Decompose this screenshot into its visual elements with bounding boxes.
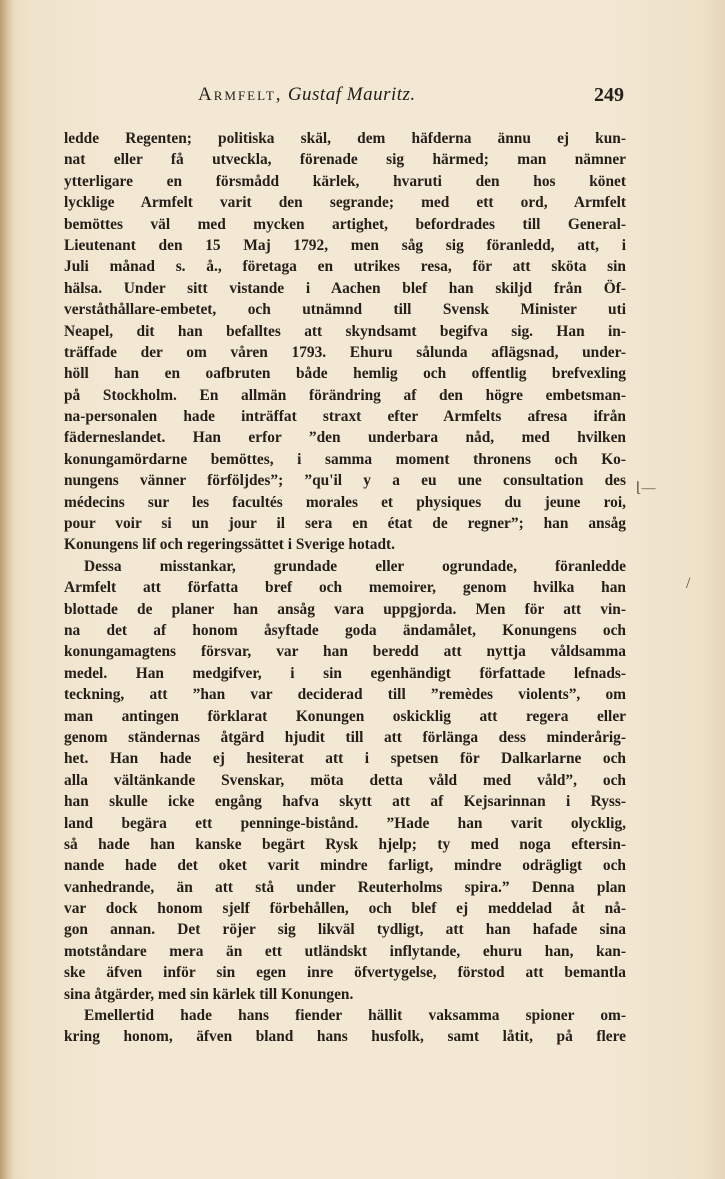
text-line: konungamördarne bemöttes, i samma moment thronens och Ko- <box>64 450 626 468</box>
running-header <box>198 84 624 114</box>
text-line: teckning, att ”han var deciderad till ”remèdes violents”, om <box>64 686 626 704</box>
running-title <box>198 84 416 106</box>
text-line: nande hade det oket varit mindre farligt, mindre odrägligt och <box>64 857 626 875</box>
running-title-given-name: Gustaf Mauritz. <box>287 84 416 105</box>
text-line: Lieutenant den 15 Maj 1792, men såg sig föranledd, att, i <box>64 236 626 254</box>
text-line: médecins sur les facultés morales et physiques du jeune roi, <box>64 493 626 511</box>
text-line: nat eller få utveckla, förenade sig härmed; man nämner <box>64 151 626 169</box>
text-line: ske äfven inför sin egen inre öfvertygelse, förstod att bemantla <box>64 964 626 982</box>
text-line: höll han en oafbruten både hemlig och offentlig brefvexling <box>64 365 626 383</box>
text-line: na det af honom åsyftade goda ändamålet, Konungens och <box>64 621 626 639</box>
text-line: Neapel, dit han befalltes att skyndsamt begifva sig. Han in- <box>64 322 626 340</box>
margin-mark: / <box>686 575 691 592</box>
text-line: på Stockholm. En allmän förändring af den högre embetsman- <box>64 386 626 404</box>
text-line: var dock honom sjelf förbehållen, och blef ej meddelad åt nå- <box>64 900 626 918</box>
text-line: pour voir si un jour il sera en état de regner”; han ansåg <box>64 515 626 533</box>
body-text <box>64 128 626 1048</box>
text-line: land begära ett penninge-bistånd. ”Hade han varit olycklig, <box>64 814 626 832</box>
text-line: bemöttes väl med mycken artighet, befordrades till General- <box>64 215 626 233</box>
text-line: hälsa. Under sitt vistande i Aachen blef han skiljd från Öf- <box>64 279 626 297</box>
text-line: motståndare mera än ett utländskt inflytande, ehuru han, kan- <box>64 942 626 960</box>
margin-mark: ⌊— <box>636 481 656 496</box>
text-line: verståthållare-embetet, och utnämnd till Svensk Minister uti <box>64 301 626 319</box>
text-line: Dessa misstankar, grundade eller ogrundade, föranledde <box>84 557 626 575</box>
text-line: Konungens lif och regeringssättet i Sverige hotadt. <box>64 536 396 554</box>
text-line: gon annan. Det röjer sig likväl tydligt, att han hafade sina <box>64 921 626 939</box>
page-number: 249 <box>594 84 624 106</box>
text-line: alla vältänkande Svenskar, möta detta våld med våld”, och <box>64 771 626 789</box>
text-line: Emellertid hade hans fiender hällit vaksamma spioner om- <box>84 1007 626 1025</box>
text-line: het. Han hade ej hesiterat att i spetsen för Dalkarlarne och <box>64 750 626 768</box>
text-line: Armfelt att författa bref och memoirer, genom hvilka han <box>64 579 626 597</box>
text-line: genom ständernas åtgärd hjudit till att förlänga dess minderårig- <box>64 728 626 746</box>
text-line: vanhedrande, än att stå under Reuterholms spira.” Denna plan <box>64 878 626 896</box>
text-line: nungens vänner förföljdes”; ”qu'il y a eu une consultation des <box>64 472 626 490</box>
text-line: lycklige Armfelt varit den segrande; med ett ord, Armfelt <box>64 194 626 212</box>
text-line: na-personalen hade inträffat straxt efter Armfelts afresa ifrån <box>64 408 626 426</box>
text-line: träffade der om våren 1793. Ehuru sålunda aflägsnad, under- <box>64 343 626 361</box>
text-line: blottade de planer han ansåg vara uppgjorda. Men för att vin- <box>64 600 626 618</box>
text-line: han skulle icke engång hafva skytt att af Kejsarinnan i Ryss- <box>64 793 626 811</box>
text-line: medel. Han medgifver, i sin egenhändigt författade lefnads- <box>64 664 626 682</box>
text-line: fäderneslandet. Han erfor ”den underbara nåd, med hvilken <box>64 429 626 447</box>
text-line: konungamagtens försvar, var han beredd att nyttja våldsamma <box>64 643 626 661</box>
text-line: ledde Regenten; politiska skäl, dem häfderna ännu ej kun- <box>64 130 626 147</box>
text-line: ytterligare en försmådd kärlek, hvaruti den hos könet <box>64 172 626 190</box>
text-line: Juli månad s. å., företaga en utrikes resa, för att sköta sin <box>64 258 626 276</box>
text-line: sina åtgärder, med sin kärlek till Konungen. <box>64 985 354 1003</box>
text-line: så hade han kanske begärt Rysk hjelp; ty med noga eftersin- <box>64 835 626 853</box>
page-gutter <box>0 0 14 1179</box>
text-line: kring honom, äfven bland hans husfolk, samt låtit, på flere <box>64 1028 626 1046</box>
running-title-surname: Armfelt, <box>198 84 283 105</box>
text-line: man antingen förklarat Konungen oskicklig att regera eller <box>64 707 626 725</box>
